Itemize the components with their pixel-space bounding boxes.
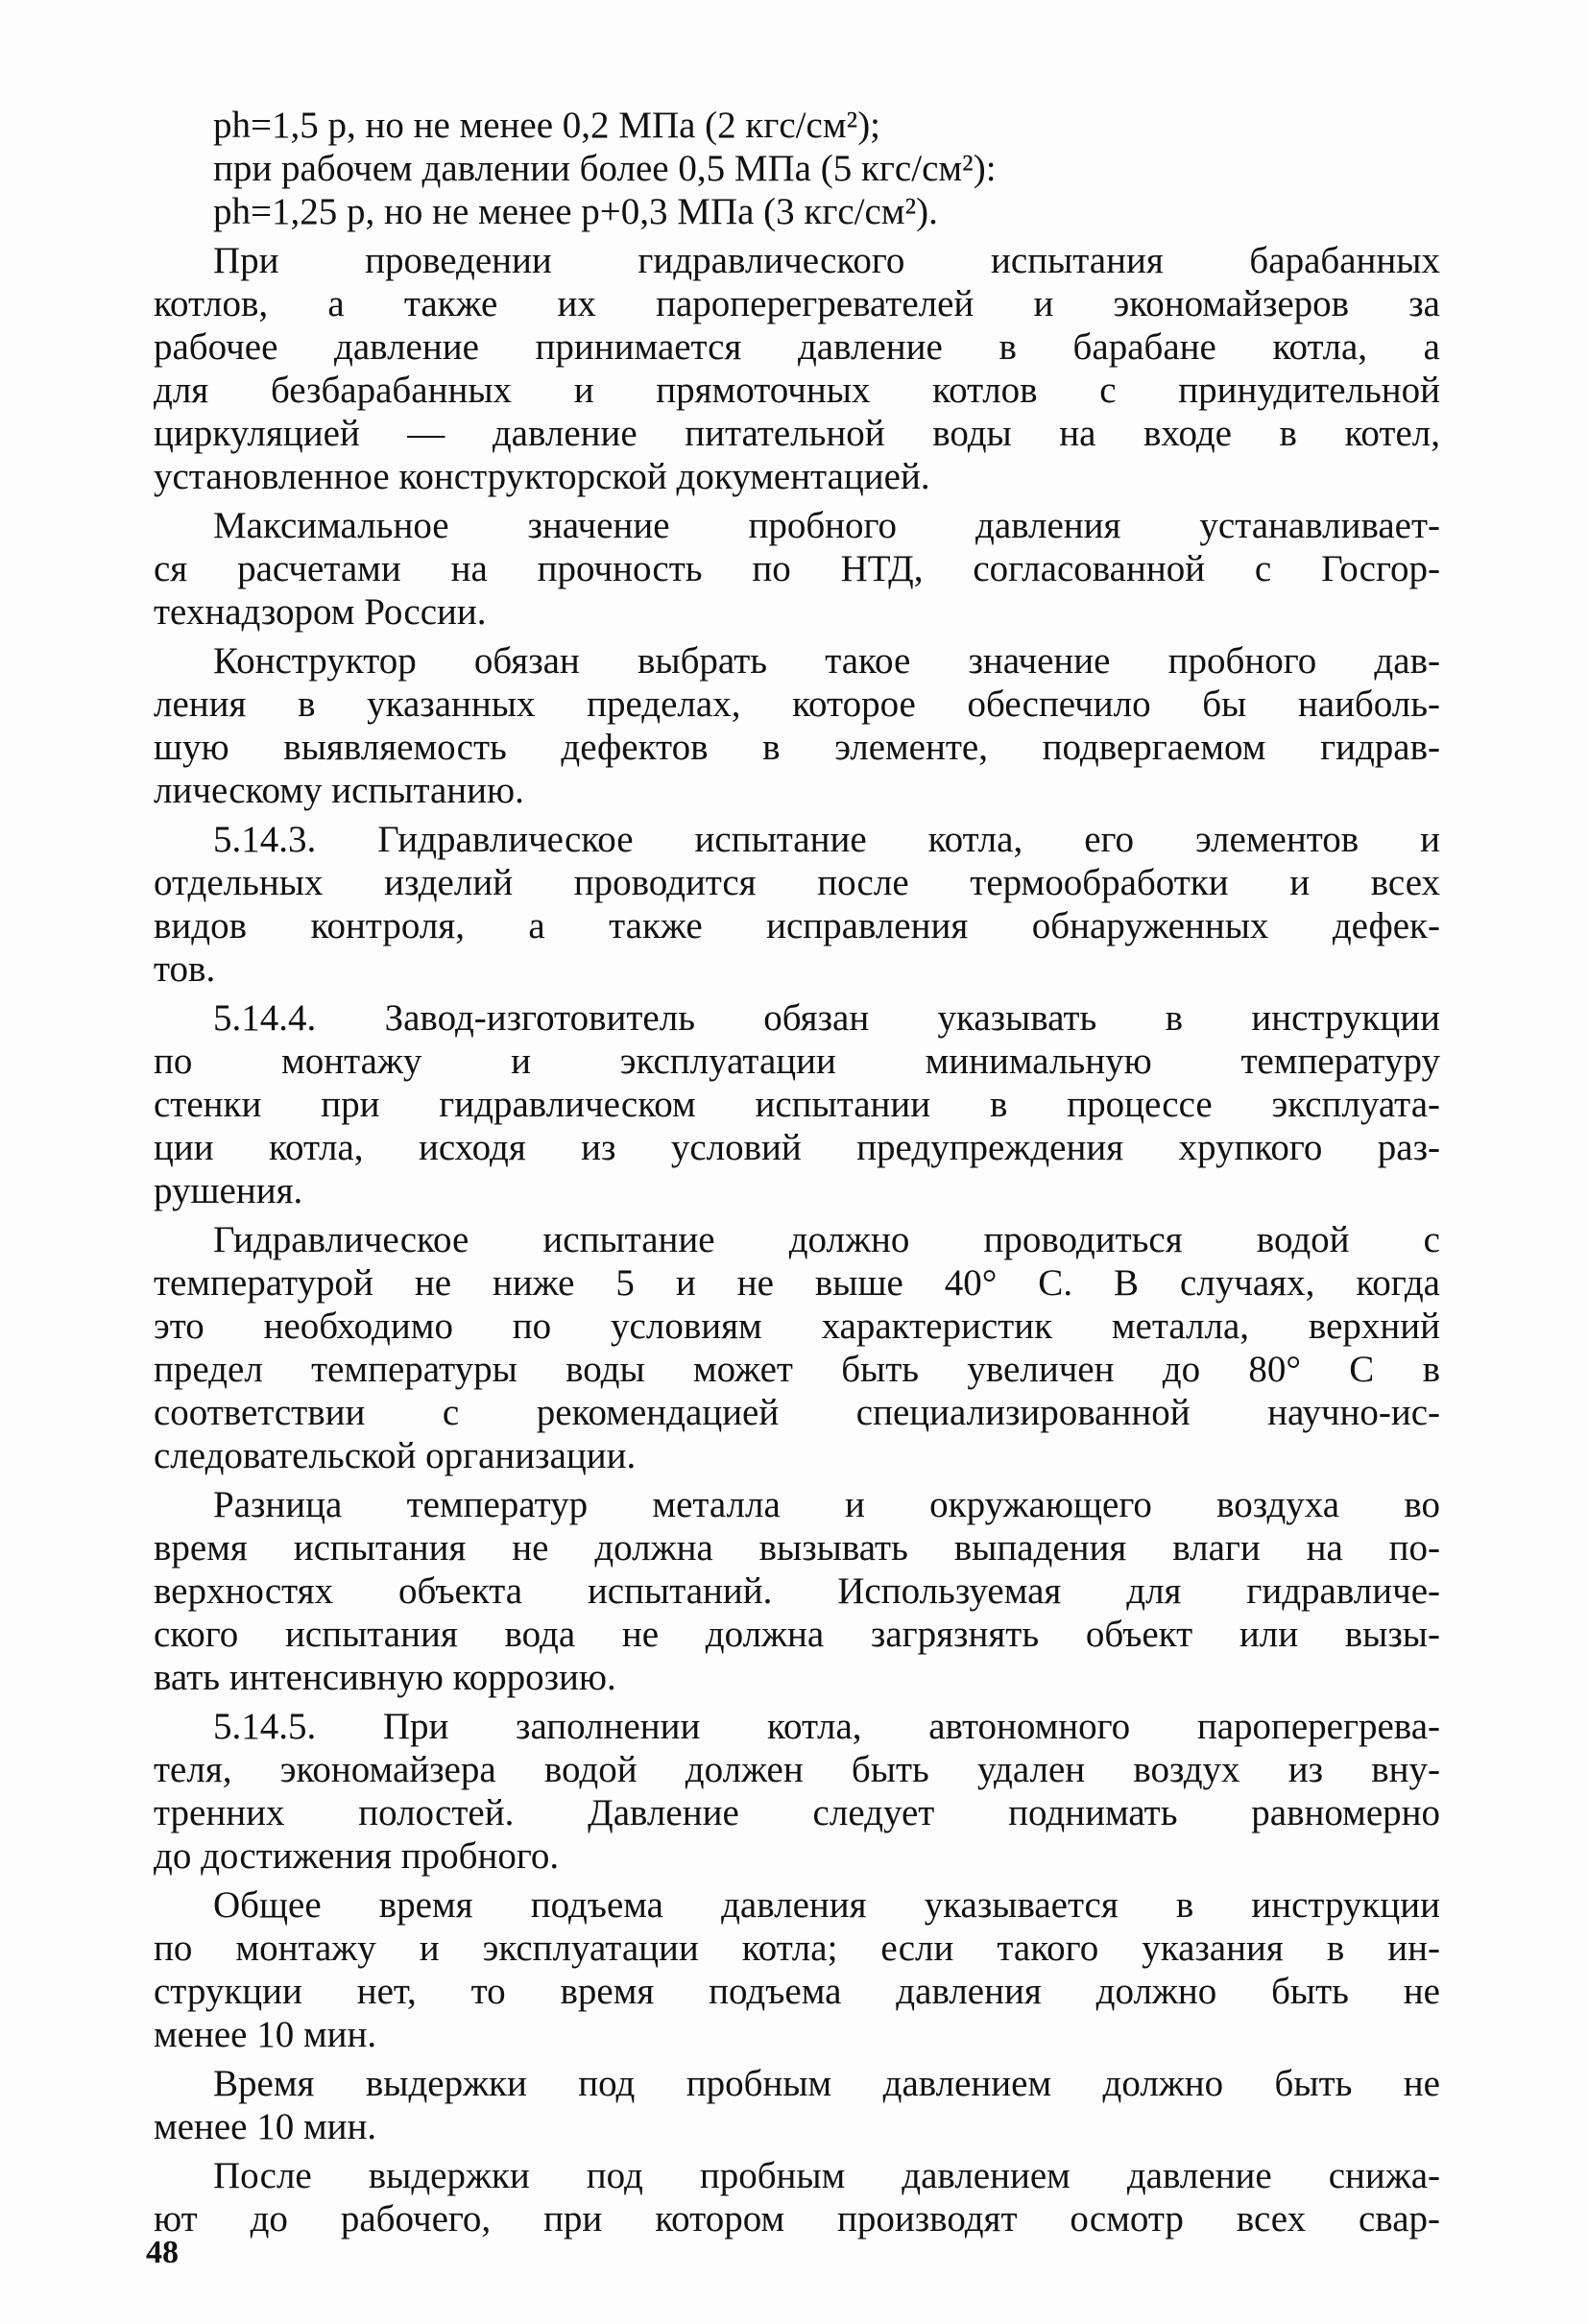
text-line: 5.14.3. Гидравлическое испытание котла, его элементов и bbox=[213, 819, 1440, 860]
text-line: 5.14.5. При заполнении котла, автономного пароперегрева- bbox=[213, 1706, 1440, 1747]
text-line: до достижения пробного. bbox=[154, 1835, 560, 1877]
text-line: ют до рабочего, при котором производят осмотр всех свар- bbox=[154, 2198, 1440, 2240]
text-line: предел температуры воды может быть увеличен до 80° С в bbox=[154, 1349, 1440, 1390]
text-line: Конструктор обязан выбрать такое значение пробного дав- bbox=[213, 640, 1440, 682]
body-text bbox=[154, 104, 1440, 2240]
page-number: 48 bbox=[146, 2235, 179, 2270]
text-line: время испытания не должна вызывать выпадения влаги на по- bbox=[154, 1527, 1440, 1569]
text-line: шую выявляемость дефектов в элементе, подвергаемом гидрав- bbox=[154, 727, 1440, 768]
text-line: рабочее давление принимается давление в барабане котла, а bbox=[154, 326, 1440, 368]
text-line: ся расчетами на прочность по НТД, согласованной с Госгор- bbox=[154, 548, 1440, 589]
text-line: Разница температур металла и окружающего воздуха во bbox=[213, 1484, 1440, 1525]
text-line: при рабочем давлении более 0,5 МПа (5 кгс/см²): bbox=[213, 148, 997, 189]
text-line: тренних полостей. Давление следует поднимать равномерно bbox=[154, 1792, 1440, 1833]
text-line: температурой не ниже 5 и не выше 40° С. В случаях, когда bbox=[154, 1262, 1440, 1304]
text-line: вать интенсивную коррозию. bbox=[154, 1657, 616, 1698]
text-line: стенки при гидравлическом испытании в процессе эксплуата- bbox=[154, 1084, 1440, 1125]
text-line: рушения. bbox=[154, 1170, 303, 1211]
text-line: После выдержки под пробным давлением давление снижа- bbox=[213, 2155, 1440, 2196]
text-line: по монтажу и эксплуатации котла; если такого указания в ин- bbox=[154, 1928, 1440, 1969]
text-line: лическому испытанию. bbox=[154, 770, 524, 811]
text-line: ского испытания вода не должна загрязнять объект или вызы- bbox=[154, 1614, 1440, 1655]
text-line: Общее время подъема давления указывается в инструкции bbox=[213, 1884, 1440, 1926]
text-line: следовательской организации. bbox=[154, 1435, 637, 1476]
text-line: менее 10 мин. bbox=[154, 2014, 377, 2055]
text-line: ции котла, исходя из условий предупреждения хрупкого раз- bbox=[154, 1127, 1440, 1168]
text-line: менее 10 мин. bbox=[154, 2106, 377, 2147]
text-line: Время выдержки под пробным давлением должно быть не bbox=[213, 2063, 1440, 2104]
text-line: отдельных изделий проводится после термообработки и всех bbox=[154, 862, 1440, 903]
text-line: При проведении гидравлического испытания барабанных bbox=[213, 240, 1440, 281]
text-line: соответствии с рекомендацией специализированной научно-ис- bbox=[154, 1392, 1440, 1433]
text-line: верхностях объекта испытаний. Используемая для гидравличе- bbox=[154, 1570, 1440, 1612]
text-line: тов. bbox=[154, 948, 216, 990]
text-line: видов контроля, а также исправления обнаруженных дефек- bbox=[154, 905, 1440, 946]
text-line: циркуляцией — давление питательной воды на входе в котел, bbox=[154, 413, 1440, 454]
text-line: рh=1,25 р, но не менее р+0,3 МПа (3 кгс/см²). bbox=[213, 191, 938, 232]
text-line: для безбарабанных и прямоточных котлов с принудительной bbox=[154, 370, 1440, 411]
text-line: Максимальное значение пробного давления устанавливает- bbox=[213, 505, 1440, 546]
text-line: это необходимо по условиям характеристик металла, верхний bbox=[154, 1306, 1440, 1347]
text-line: котлов, а также их пароперегревателей и экономайзеров за bbox=[154, 283, 1440, 324]
text-line: 5.14.4. Завод-изготовитель обязан указывать в инструкции bbox=[213, 997, 1440, 1039]
text-line: Гидравлическое испытание должно проводиться водой с bbox=[213, 1219, 1440, 1260]
text-line: струкции нет, то время подъема давления должно быть не bbox=[154, 1971, 1440, 2012]
text-line: рh=1,5 р, но не менее 0,2 МПа (2 кгс/см²); bbox=[213, 105, 881, 146]
text-line: ления в указанных пределах, которое обеспечило бы наиболь- bbox=[154, 683, 1440, 725]
text-line: установленное конструкторской документацией. bbox=[154, 456, 930, 497]
text-line: технадзором России. bbox=[154, 591, 487, 633]
text-line: теля, экономайзера водой должен быть удален воздух из вну- bbox=[154, 1749, 1440, 1790]
text-line: по монтажу и эксплуатации минимальную температуру bbox=[154, 1041, 1440, 1082]
